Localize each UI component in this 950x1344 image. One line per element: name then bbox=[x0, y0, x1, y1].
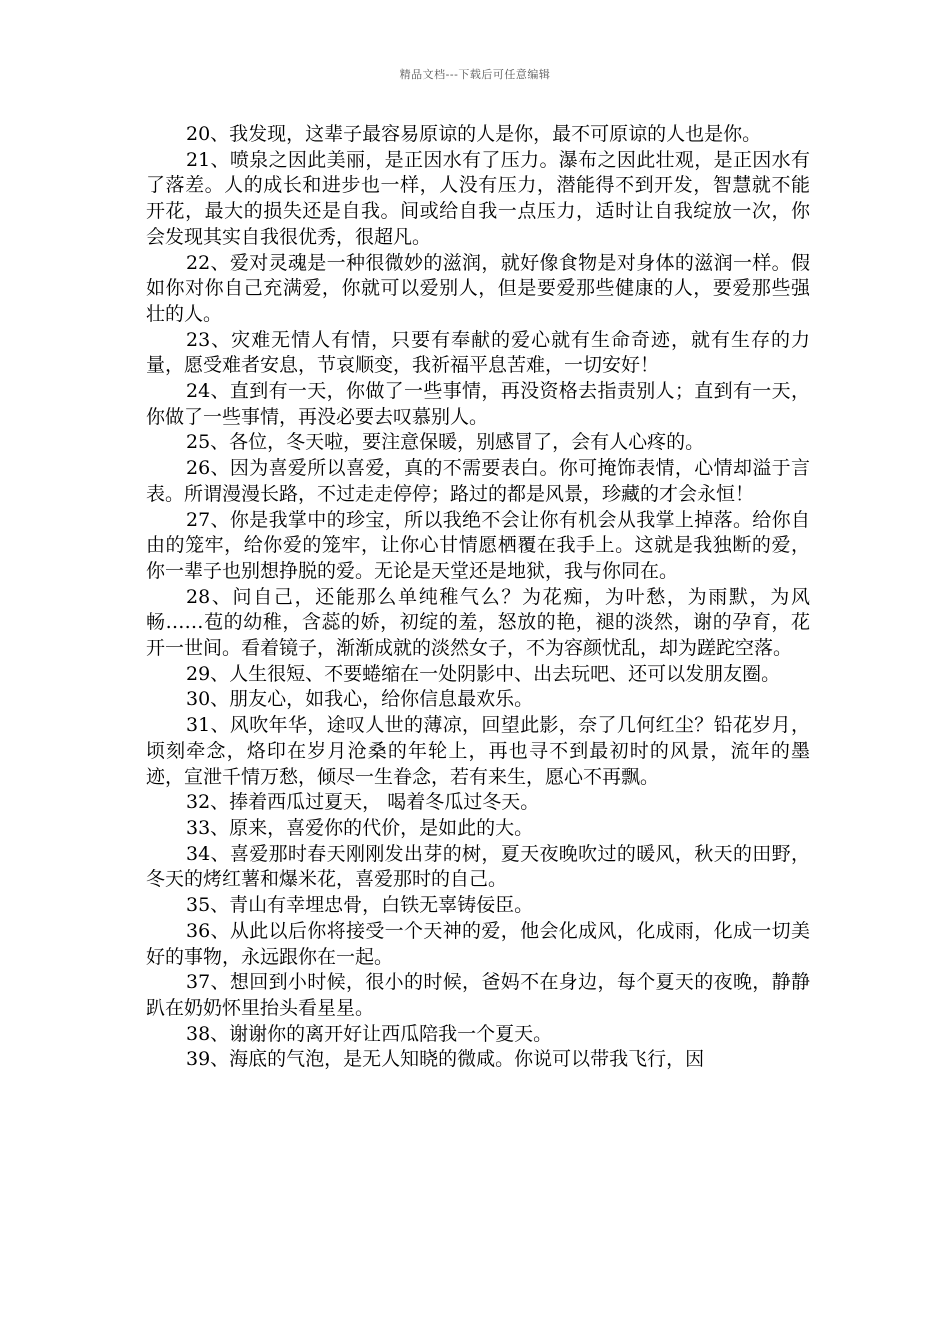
paragraph-25: 25、各位，冬天啦，要注意保暖，别感冒了，会有人心疼的。 bbox=[186, 431, 705, 454]
paragraph-20: 20、我发现，这辈子最容易原谅的人是你，最不可原谅的人也是你。 bbox=[186, 123, 762, 145]
paragraph-22: 22、爱对灵魂是一种很微妙的滋润，就好像食物是对身体的滋润一样。假如你对你自己充满爱，你就可以爱别人，但是要爱那些健康的人，要爱那些强壮的人。 bbox=[146, 251, 810, 325]
paragraph-31: 31、风吹年华，途叹人世的薄凉，回望此影，奈了几何红尘？铅花岁月，顷刻牵念，烙印在岁月沧桑的年轮上，再也寻不到最初时的风景，流年的墨迹，宣泄千情万愁，倾尽一生眷念，若有来生，愿心不再飘。 bbox=[146, 714, 810, 788]
paragraph-29: 29、人生很短、不要蜷缩在一处阴影中、出去玩吧、还可以发朋友圈。 bbox=[186, 662, 781, 685]
paragraph-23: 23、灾难无情人有情，只要有奉献的爱心就有生命奇迹，就有生存的力量，愿受难者安息，节哀顺变，我祈福平息苦难，一切安好！ bbox=[146, 328, 810, 377]
paragraph-37: 37、想回到小时候，很小的时候，爸妈不在身边，每个夏天的夜晚，静静趴在奶奶怀里抬头看星星。 bbox=[146, 971, 810, 1019]
document-body bbox=[146, 122, 810, 1073]
paragraph-36: 36、从此以后你将接受一个天神的爱，他会化成风，化成雨，化成一切美好的事物，永远跟你在一起。 bbox=[146, 919, 810, 968]
paragraph-33: 33、原来，喜爱你的代价，是如此的大。 bbox=[186, 816, 534, 839]
paragraph-39: 39、海底的气泡，是无人知晓的微咸。你说可以带我飞行，因 bbox=[186, 1048, 705, 1071]
paragraph-24: 24、直到有一天，你做了一些事情，再没资格去指责别人；直到有一天，你做了一些事情，再没必要去叹慕别人。 bbox=[146, 380, 810, 428]
paragraph-21: 21、喷泉之因此美丽，是正因水有了压力。瀑布之因此壮观，是正因水有了落差。人的成长和进步也一样，人没有压力，潜能得不到开发，智慧就不能开花，最大的损失还是自我。间或给自我一点压力，适时让自我绽放一次，你会发现其实自我很优秀，很超凡。 bbox=[146, 148, 810, 248]
paragraph-35: 35、青山有幸埋忠骨，白铁无辜铸佞臣。 bbox=[186, 894, 534, 917]
paragraph-32: 32、捧着西瓜过夏天， 喝着冬瓜过冬天。 bbox=[186, 791, 540, 814]
page-header: 精品文档---下载后可任意编辑 bbox=[399, 68, 551, 81]
paragraph-28: 28、问自己，还能那么单纯稚气么？为花痴，为叶愁，为雨默，为风畅……苞的幼稚，含蕊的娇，初绽的羞，怒放的艳，褪的淡然，谢的孕育，花开一世间。看着镜子，渐渐成就的淡然女子，不为容颜忧乱，却为蹉跎空落。 bbox=[146, 585, 810, 660]
paragraph-34: 34、喜爱那时春天刚刚发出芽的树，夏天夜晚吹过的暖风，秋天的田野，冬天的烤红薯和爆米花，喜爱那时的自己。 bbox=[146, 842, 810, 891]
paragraph-27: 27、你是我掌中的珍宝，所以我绝不会让你有机会从我掌上掉落。给你自由的笼牢，给你爱的笼牢，让你心甘情愿栖覆在我手上。这就是我独断的爱，你一辈子也别想挣脱的爱。无论是天堂还是地狱，我与你同在。 bbox=[146, 508, 810, 582]
paragraph-38: 38、谢谢你的离开好让西瓜陪我一个夏天。 bbox=[186, 1022, 553, 1045]
paragraph-26: 26、因为喜爱所以喜爱，真的不需要表白。你可掩饰表情，心情却溢于言表。所谓漫漫长路，不过走走停停；路过的都是风景，珍藏的才会永恒！ bbox=[146, 457, 810, 505]
paragraph-30: 30、朋友心，如我心，给你信息最欢乐。 bbox=[186, 688, 534, 711]
